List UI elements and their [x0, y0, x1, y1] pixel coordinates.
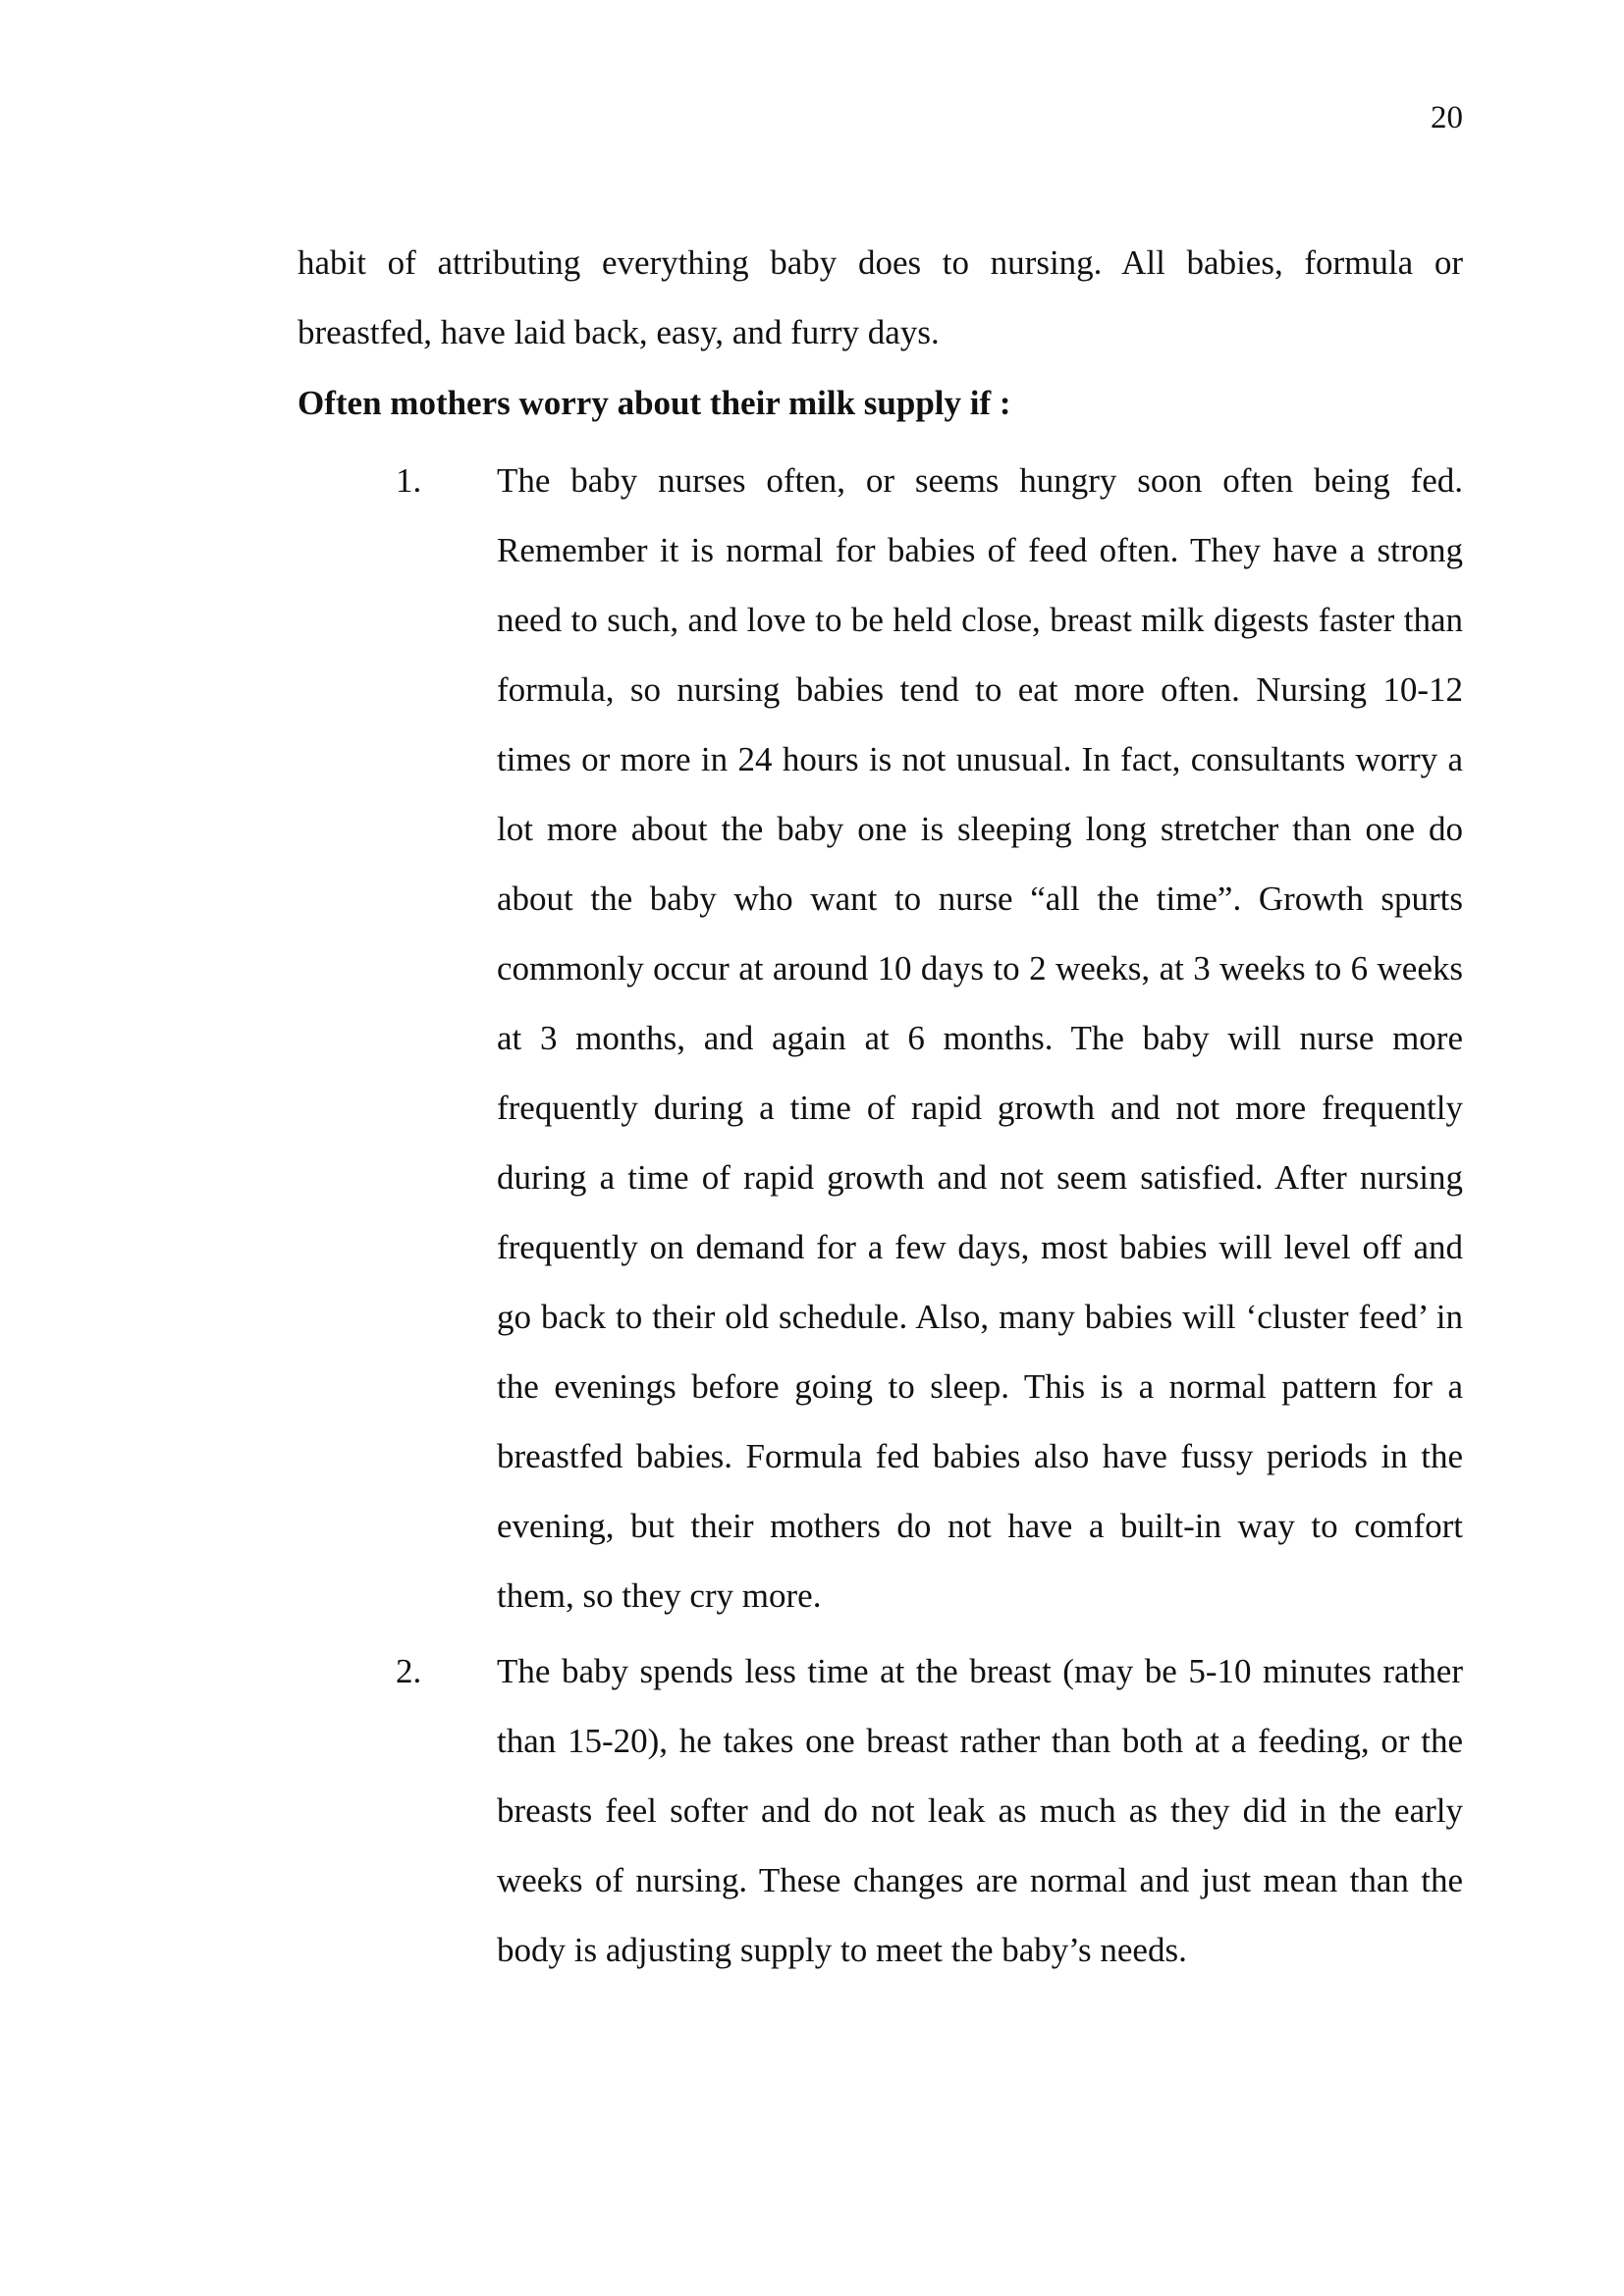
list-item-text: The baby spends less time at the breast (may be 5-10 minutes rather than 15-20), he takes one breast rather than both at a feeding, or the breasts feel softer and do not leak as much as they did in the early weeks of nursing. These changes are normal and just mean than the body is adjusting supply to meet the baby’s needs. — [497, 1652, 1463, 1969]
list-item-text: The baby nurses often, or seems hungry soon often being fed. Remember it is normal for babies of feed often. They have a strong need to such, and love to be held close, breast milk digests faster than formula, so nursing babies tend to eat more often. Nursing 10-12 times or more in 24 hours is not unusual. In fact, consultants worry a lot more about the baby one is sleeping long stretcher than one do about the baby who want to nurse “all the time”. Growth spurts commonly occur at around 10 days to 2 weeks, at 3 weeks to 6 weeks at 3 months, and again at 6 months. The baby will nurse more frequently during a time of rapid growth and not more frequently during a time of rapid growth and not seem satisfied. After nursing frequently on demand for a few days, most babies will level off and go back to their old schedule. Also, many babies will ‘cluster feed’ in the evenings before going to sleep. This is a normal pattern for a breastfed babies. Formula fed babies also have fussy periods in the evening, but their mothers do not have a built-in way to comfort them, so they cry more. — [497, 461, 1463, 1615]
list-item — [298, 1636, 1463, 1985]
intro-paragraph: habit of attributing everything baby does to nursing. All babies, formula or breastfed, have laid back, easy, and furry days. — [298, 243, 1463, 351]
list-item-number: 2. — [396, 1652, 422, 1690]
list-item — [298, 446, 1463, 1630]
section-heading: Often mothers worry about their milk supply if : — [298, 384, 1011, 422]
list-item-number: 1. — [396, 461, 422, 500]
page-number: 20 — [1431, 100, 1463, 135]
page-content — [298, 228, 1463, 1985]
concerns-list — [298, 446, 1463, 1985]
